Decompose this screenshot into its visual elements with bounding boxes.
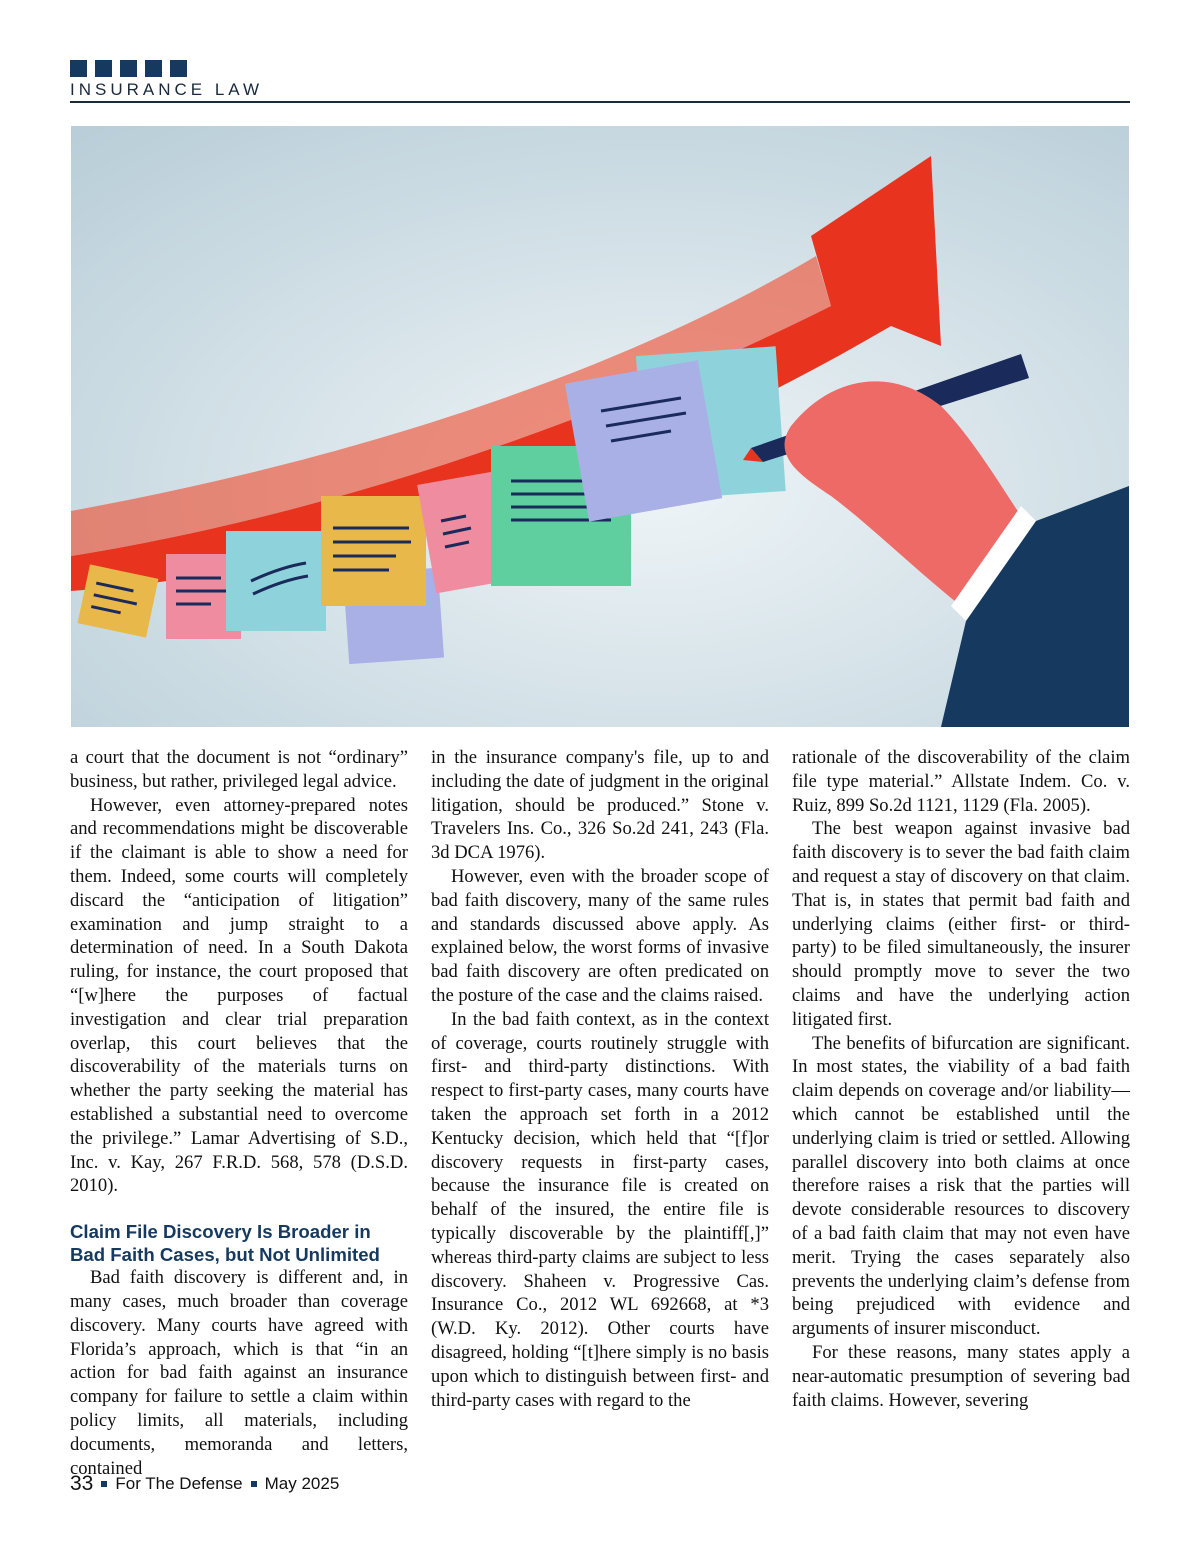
marker-square bbox=[120, 60, 137, 77]
section-marker-squares bbox=[70, 60, 187, 77]
paragraph: in the insurance company's file, up to and including the date of judgment in the original litigation, should be produced.” Stone v. Travelers Ins. Co., 326 So.2d 241, 243 (Fla. 3d DCA 1976). bbox=[431, 747, 769, 864]
column-3 bbox=[792, 746, 1130, 1412]
section-label: INSURANCE LAW bbox=[70, 80, 264, 99]
header-rule bbox=[70, 101, 1130, 103]
paragraph: rationale of the discoverability of the claim file type material.” Allstate Indem. Co. v. Ruiz, 899 So.2d 1121, 1129 (Fla. 2005). bbox=[792, 747, 1130, 816]
publication-name: For The Defense bbox=[115, 1474, 243, 1493]
paragraph: However, even attorney-prepared notes and recommendations might be discoverable if the claimant is able to show a need for them. Indeed, some courts will completely discard the “anticipation of litigation” examination and jump straight to a determination of need. In a South Dakota ruling, for instance, the court proposed that “[w]here the purposes of factual investigation and clear trial preparation overlap, this court believes that the discoverability of the materials turns on whether the party seeking the material has established a substantial need to overcome the privilege.” Lamar Advertising of S.D., Inc. v. Kay, 267 F.R.D. 568, 578 (D.S.D. 2010). bbox=[70, 794, 408, 1197]
page-footer bbox=[70, 1472, 339, 1496]
paragraph: In the bad faith context, as in the context of coverage, courts routinely struggle with first- and third-party distinctions. With respect to first-party cases, many courts have taken the approach set forth in a 2012 Kentucky decision, which held that “[f]or discovery requests in first-party cases, because the insurance file is created on behalf of the insured, the entire file is typically discoverable by the plaintiff[,]” whereas third-party claims are subject to less discovery. Shaheen v. Progressive Cas. Insurance Co., 2012 WL 692668, at *3 (W.D. Ky. 2012). Other courts have disagreed, holding “[t]here simply is no basis upon which to distinguish between first- and third-party cases with regard to the bbox=[431, 1008, 769, 1411]
bullet-icon bbox=[251, 1481, 257, 1487]
paragraph: Bad faith discovery is different and, in many cases, much broader than coverage discovery. Many courts have agreed with Florida’s approach, which is that “in an action for bad faith against an insurance company for failure to settle a claim within policy limits, all materials, including documents, memoranda and letters, contained bbox=[70, 1267, 408, 1479]
bullet-icon bbox=[101, 1481, 107, 1487]
issue-date: May 2025 bbox=[264, 1474, 340, 1493]
paragraph: The benefits of bifurcation are significant. In most states, the viability of a bad faith claim depends on coverage and/or liability—which cannot be established until the underlying claim is tried or settled. Allowing parallel discovery into both claims at once therefore raises a risk that the parties will devote considerable resources to discovery of a bad faith claim that may not even have merit. Trying the cases separately also prevents the underlying claim’s defense from being prejudiced with evidence and arguments of insurer misconduct. bbox=[792, 1032, 1130, 1340]
hero-illustration bbox=[71, 126, 1129, 727]
column-2 bbox=[431, 746, 769, 1412]
page-number: 33 bbox=[70, 1472, 94, 1495]
paragraph: However, even with the broader scope of bad faith discovery, many of the same rules and standards discussed above apply. As explained below, the worst forms of invasive bad faith discovery are often predicated on the posture of the case and the claims raised. bbox=[431, 865, 769, 1006]
paragraph: For these reasons, many states apply a near-automatic presumption of severing bad faith claims. However, severing bbox=[792, 1341, 1130, 1411]
marker-square bbox=[95, 60, 112, 77]
paragraph: a court that the document is not “ordinary” business, but rather, privileged legal advice. bbox=[70, 747, 408, 792]
marker-square bbox=[170, 60, 187, 77]
column-1 bbox=[70, 746, 408, 1480]
paragraph: The best weapon against invasive bad faith discovery is to sever the bad faith claim and request a stay of discovery on that claim. That is, in states that permit bad faith and underlying claims (either first- or third-party) to be filed simultaneously, the insurer should promptly move to sever the two claims and have the underlying action litigated first. bbox=[792, 818, 1130, 1030]
growth-arrow-illustration-icon bbox=[71, 126, 1129, 727]
subheading: Claim File Discovery Is Broader in Bad Faith Cases, but Not Unlimited bbox=[70, 1221, 380, 1266]
marker-square bbox=[70, 60, 87, 77]
marker-square bbox=[145, 60, 162, 77]
